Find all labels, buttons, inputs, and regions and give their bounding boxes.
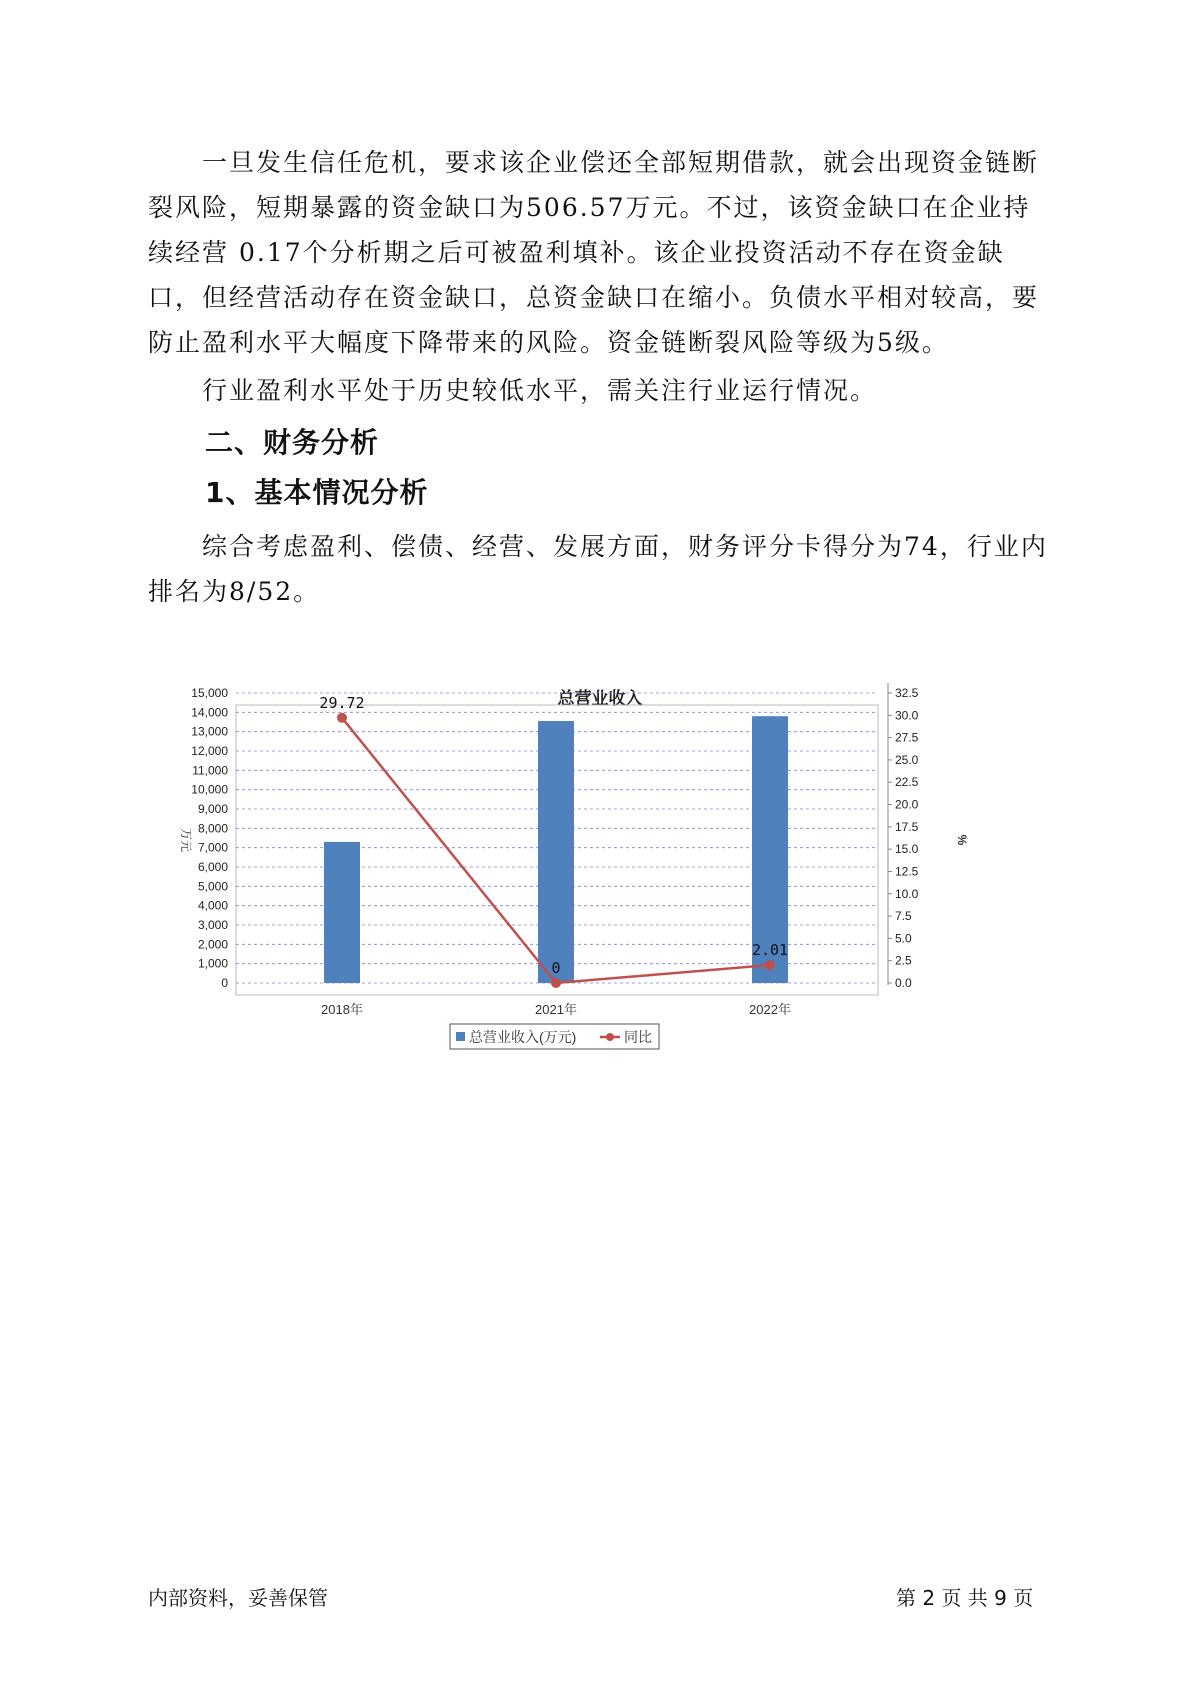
y2-tick-label: 7.5 bbox=[895, 909, 912, 924]
y2-tick-label: 30.0 bbox=[895, 708, 919, 723]
y-tick-label: 7,000 bbox=[197, 840, 228, 855]
subsection-heading: 1、基本情况分析 bbox=[205, 476, 429, 509]
chart-plot-area bbox=[179, 683, 969, 1049]
legend-bar-swatch bbox=[456, 1032, 465, 1041]
y-tick-label: 4,000 bbox=[197, 898, 228, 913]
revenue-chart bbox=[170, 680, 1050, 1145]
y2-axis-title: % bbox=[955, 834, 969, 846]
yoy-point bbox=[337, 713, 347, 723]
y2-tick-label: 32.5 bbox=[895, 686, 919, 700]
y-tick-label: 8,000 bbox=[197, 821, 228, 836]
y-tick-label: 1,000 bbox=[197, 956, 228, 971]
legend-bar-label: 总营业收入(万元) bbox=[469, 1029, 577, 1045]
y2-tick-label: 22.5 bbox=[895, 775, 919, 790]
x-tick-label: 2022年 bbox=[749, 1002, 791, 1017]
yoy-point bbox=[765, 960, 775, 970]
y-tick-label: 6,000 bbox=[197, 860, 228, 874]
paragraph-summary-text: 综合考虑盈利、偿债、经营、发展方面，财务评分卡得分为74，行业内排名为8/52。 bbox=[148, 532, 1048, 606]
paragraph-industry bbox=[148, 368, 1054, 413]
paragraph-summary bbox=[148, 524, 1054, 614]
footer-note: 内部资料，妥善保管 bbox=[148, 1586, 328, 1610]
yoy-point bbox=[551, 978, 561, 988]
y2-tick-label: 15.0 bbox=[895, 842, 919, 857]
y2-tick-label: 17.5 bbox=[895, 819, 919, 834]
y-tick-label: 5,000 bbox=[197, 879, 228, 894]
y-tick-label: 15,000 bbox=[191, 686, 228, 700]
revenue-bar bbox=[538, 721, 574, 983]
y-tick-label: 12,000 bbox=[191, 744, 228, 758]
paragraph-risk bbox=[148, 140, 1054, 365]
y2-tick-label: 0.0 bbox=[895, 976, 912, 990]
y-tick-label: 0 bbox=[221, 976, 228, 990]
y2-tick-label: 2.5 bbox=[895, 953, 912, 968]
y-tick-label: 13,000 bbox=[191, 724, 228, 739]
y2-tick-label: 20.0 bbox=[895, 797, 919, 812]
y2-tick-label: 10.0 bbox=[895, 886, 919, 901]
x-tick-label: 2021年 bbox=[535, 1002, 577, 1017]
section-heading: 二、财务分析 bbox=[205, 426, 380, 459]
legend-line-marker bbox=[606, 1033, 614, 1041]
y2-tick-label: 27.5 bbox=[895, 730, 919, 745]
yoy-data-label: 0 bbox=[551, 959, 561, 977]
footer-page-number: 第 2 页 共 9 页 bbox=[896, 1586, 1034, 1610]
revenue-bar bbox=[324, 842, 360, 983]
yoy-data-label: 29.72 bbox=[319, 693, 365, 712]
y-tick-label: 2,000 bbox=[197, 937, 228, 952]
chart-title: 总营业收入 bbox=[557, 689, 643, 709]
y-tick-label: 9,000 bbox=[197, 802, 228, 816]
y2-tick-label: 12.5 bbox=[895, 864, 919, 879]
x-tick-label: 2018年 bbox=[321, 1002, 363, 1017]
y-tick-label: 14,000 bbox=[191, 705, 228, 720]
paragraph-risk-text: 一旦发生信任危机，要求该企业偿还全部短期借款，就会出现资金链断裂风险，短期暴露的资金缺口为506.57万元。不过，该资金缺口在企业持续经营 0.17个分析期之后可被盈利填补。该企业投资活动不存在资金缺口，但经营活动存在资金缺口，总资金缺口在缩小。负债水平相对较高，要防止盈利水平大幅度下降带来的风险。资金链断裂风险等级为5级。 bbox=[148, 148, 1040, 357]
yoy-data-label: 2.01 bbox=[751, 941, 789, 960]
y-tick-label: 10,000 bbox=[191, 782, 228, 797]
paragraph-industry-text: 行业盈利水平处于历史较低水平，需关注行业运行情况。 bbox=[202, 376, 878, 405]
y-tick-label: 11,000 bbox=[192, 763, 228, 778]
y-axis-title: 万元 bbox=[179, 827, 193, 853]
y-tick-label: 3,000 bbox=[197, 918, 228, 932]
y2-tick-label: 25.0 bbox=[895, 752, 919, 767]
legend-line-label: 同比 bbox=[624, 1029, 652, 1045]
y2-tick-label: 5.0 bbox=[895, 931, 912, 946]
